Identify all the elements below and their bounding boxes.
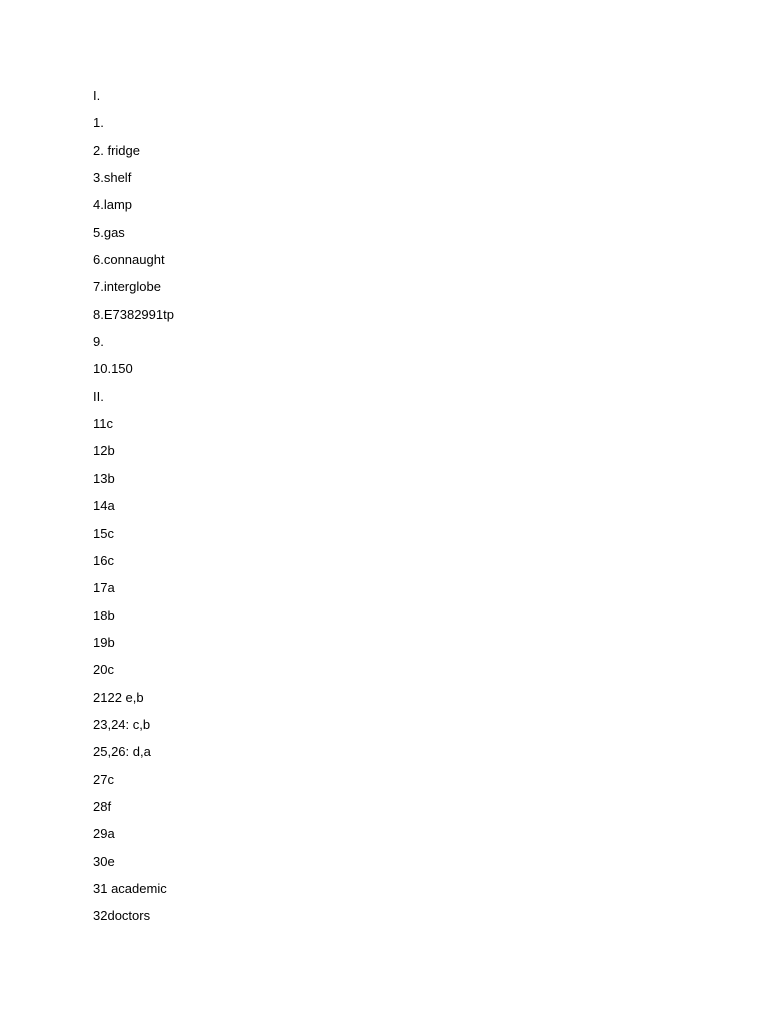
answer-line-23-24: 23,24: c,b xyxy=(93,716,151,732)
answer-line-20: 20c xyxy=(93,662,114,678)
answer-line-30: 30e xyxy=(93,853,115,869)
answer-line-16: 16c xyxy=(93,552,114,568)
answer-line-7: 7.interglobe xyxy=(93,279,161,295)
answer-line-21-22: 2122 e,b xyxy=(93,689,144,705)
answer-line-31: 31 academic xyxy=(93,880,167,896)
answer-line-8: 8.E7382991tp xyxy=(93,306,174,322)
answer-line-18: 18b xyxy=(93,607,115,623)
answer-line-3: 3.shelf xyxy=(93,170,132,186)
answer-line-10: 10.150 xyxy=(93,361,133,377)
answer-line-5: 5.gas xyxy=(93,224,125,240)
answer-line-6: 6.connaught xyxy=(93,252,165,268)
answer-line-1: 1. xyxy=(93,115,104,131)
answer-line-28: 28f xyxy=(93,798,112,814)
answer-line-15: 15c xyxy=(93,525,114,541)
answer-line-12: 12b xyxy=(93,443,115,459)
answer-line-19: 19b xyxy=(93,634,115,650)
section-heading-1: I. xyxy=(93,88,101,103)
answer-line-27: 27c xyxy=(93,771,114,787)
answer-line-25-26: 25,26: d,a xyxy=(93,744,151,760)
answer-line-9: 9. xyxy=(93,334,104,350)
answer-line-4: 4.lamp xyxy=(93,197,133,213)
section-heading-2: II. xyxy=(93,388,104,404)
answer-line-13: 13b xyxy=(93,470,115,486)
answer-line-14: 14a xyxy=(93,498,115,514)
answer-line-2: 2. fridge xyxy=(93,142,140,158)
answer-line-32: 32doctors xyxy=(93,908,151,924)
answer-line-17: 17a xyxy=(93,580,115,596)
answer-list xyxy=(93,86,174,934)
answer-line-29: 29a xyxy=(93,826,115,842)
answer-line-11: 11c xyxy=(93,416,113,432)
